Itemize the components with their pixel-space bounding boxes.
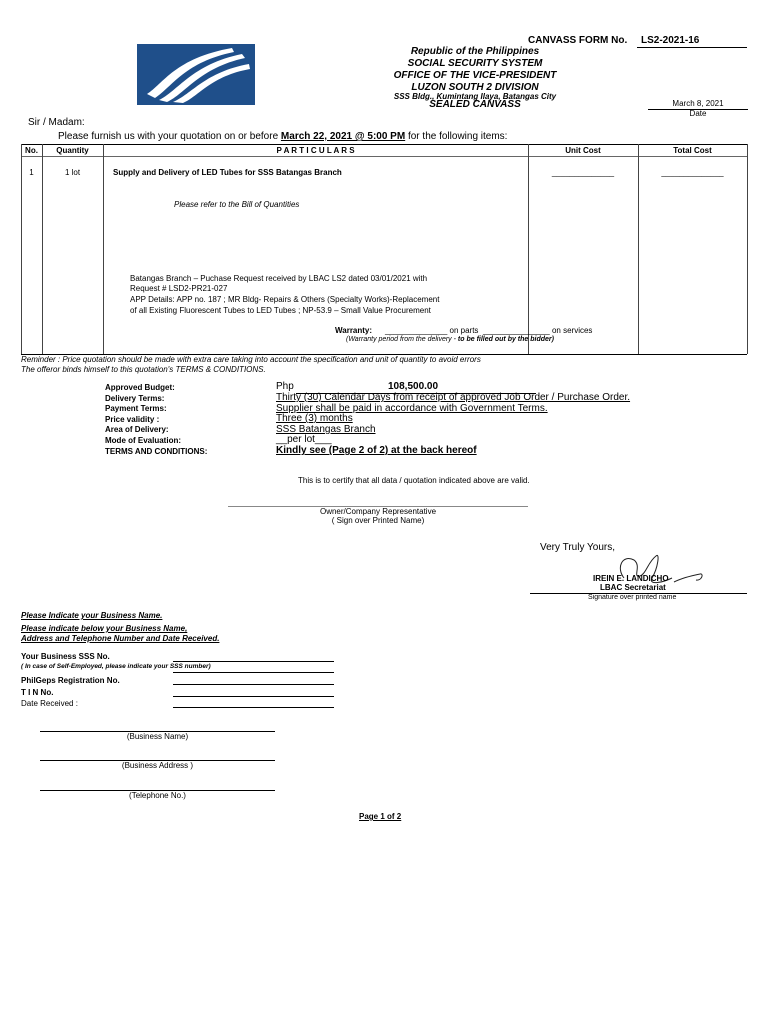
signatory-name: IREIN E. LANDICHO xyxy=(593,574,669,583)
terms-conditions-value: Kindly see (Page 2 of 2) at the back hereof xyxy=(276,445,477,456)
label-area-of-delivery: Area of Delivery: xyxy=(105,425,169,434)
request-suffix: for the following items: xyxy=(405,131,508,142)
label-mode-of-evaluation: Mode of Evaluation: xyxy=(105,436,181,445)
certification-text: This is to certify that all data / quotation indicated above are valid. xyxy=(298,476,530,485)
warranty-note-prefix: (Warranty period from the delivery - xyxy=(346,336,458,343)
reminder-line-1: Reminder : Price quotation should be made with extra care taking into account the specification and unit of quantity to avoid errors xyxy=(21,355,481,364)
request-prefix: Please furnish us with your quotation on or before xyxy=(58,131,281,142)
header-republic: Republic of the Philippines xyxy=(410,46,540,57)
payment-terms-value: Supplier shall be paid in accordance with Government Terms. xyxy=(276,403,548,414)
owner-caption: Owner/Company Representative xyxy=(319,507,437,516)
table-col-line xyxy=(747,144,748,354)
salutation: Sir / Madam: xyxy=(28,117,85,128)
header-no: No. xyxy=(25,146,38,155)
sealed-canvass: SEALED CANVASS xyxy=(429,99,521,110)
signatory-title: LBAC Secretariat xyxy=(600,583,666,592)
row-item: Supply and Delivery of LED Tubes for SSS Batangas Branch xyxy=(113,168,342,177)
sss-note-line[interactable] xyxy=(173,672,334,673)
header-office: OFFICE OF THE VICE-PRESIDENT xyxy=(393,70,557,81)
row-quantity: 1 lot xyxy=(64,168,81,177)
detail-line: of all Existing Fluorescent Tubes to LED Tubes ; NP-53.9 – Small Value Procurement xyxy=(130,306,431,315)
date-received-label: Date Received : xyxy=(21,699,78,708)
reminder-line-2: The offeror binds himself to this quotation's TERMS & CONDITIONS. xyxy=(21,365,266,374)
detail-line: Batangas Branch – Puchase Request received by LBAC LS2 dated 03/01/2021 with xyxy=(130,274,428,283)
bill-of-quantities-note: Please refer to the Bill of Quantities xyxy=(174,200,300,209)
warranty-note-bold: to be filled out by the bidder) xyxy=(457,336,554,343)
row-no: 1 xyxy=(29,168,34,177)
row-total-cost: ______________ xyxy=(661,168,724,177)
header-address: SSS Bldg., Kumintang Ilaya, Batangas City xyxy=(393,92,557,101)
form-number-value: LS2-2021-16 xyxy=(641,35,700,46)
tin-label: T I N No. xyxy=(21,688,54,697)
business-sss-label: Your Business SSS No. xyxy=(21,652,110,661)
budget-prefix: Php xyxy=(276,381,294,392)
label-terms-conditions: TERMS AND CONDITIONS: xyxy=(105,447,208,456)
form-number-label: CANVASS FORM No. xyxy=(528,35,628,46)
warranty-note xyxy=(346,336,554,343)
header-sss: SOCIAL SECURITY SYSTEM xyxy=(407,58,543,69)
philgeps-label: PhilGeps Registration No. xyxy=(21,676,120,685)
indicate-business-name: Please Indicate your Business Name. xyxy=(21,611,163,620)
date-received-field[interactable] xyxy=(173,707,334,708)
deadline: March 22, 2021 @ 5:00 PM xyxy=(280,131,406,142)
detail-line: Request # LSD2-PR21-027 xyxy=(130,284,228,293)
area-of-delivery-value: SSS Batangas Branch xyxy=(276,424,376,435)
header-total-cost: Total Cost xyxy=(673,146,712,155)
delivery-terms-value: Thirty (30) Calendar Days from receipt of approved Job Order / Purchase Order. xyxy=(276,392,631,403)
label-approved-budget: Approved Budget: xyxy=(105,383,175,392)
indicate-below: Please indicate below your Business Name, xyxy=(21,624,188,633)
label-price-validity: Price validity : xyxy=(105,415,160,424)
page-number: Page 1 of 2 xyxy=(359,812,402,821)
warranty-parts: ______________ on parts xyxy=(385,326,479,335)
header-unit-cost: Unit Cost xyxy=(565,146,601,155)
price-validity-value: Three (3) months xyxy=(276,413,353,424)
telephone-caption: (Telephone No.) xyxy=(129,791,186,800)
tin-field[interactable] xyxy=(173,696,334,697)
business-sss-note: ( In case of Self-Employed, please indicate your SSS number) xyxy=(21,663,211,670)
warranty-label: Warranty: xyxy=(335,326,373,335)
business-address-caption: (Business Address ) xyxy=(121,761,194,770)
label-delivery-terms: Delivery Terms: xyxy=(105,394,165,403)
form-number-underline xyxy=(637,47,747,48)
philgeps-field[interactable] xyxy=(173,684,334,685)
detail-line: APP Details: APP no. 187 ; MR Bldg- Repairs & Others (Specialty Works)-Replacement xyxy=(130,295,440,304)
header-quantity: Quantity xyxy=(56,146,89,155)
header-division: LUZON SOUTH 2 DIVISION xyxy=(411,82,539,93)
table-col-line xyxy=(103,144,104,354)
owner-sign-note: ( Sign over Printed Name) xyxy=(331,516,425,525)
sss-logo xyxy=(137,44,255,105)
label-payment-terms: Payment Terms: xyxy=(105,404,167,413)
closing: Very Truly Yours, xyxy=(540,542,616,553)
request-text xyxy=(58,131,507,142)
business-sss-field[interactable] xyxy=(173,661,334,662)
row-unit-cost: ______________ xyxy=(551,168,615,177)
indicate-address: Address and Telephone Number and Date Received. xyxy=(21,634,220,643)
business-name-caption: (Business Name) xyxy=(126,732,189,741)
warranty-services: _______________ on services xyxy=(483,326,593,335)
mode-of-evaluation-value: __per lot___ xyxy=(276,434,332,445)
date-value: March 8, 2021 xyxy=(672,99,724,108)
budget-value: 108,500.00 xyxy=(388,381,439,392)
signature-caption: Signature over printed name xyxy=(588,594,677,601)
header-particulars: P A R T I C U L A R S xyxy=(276,146,355,155)
date-label: Date xyxy=(689,109,707,118)
